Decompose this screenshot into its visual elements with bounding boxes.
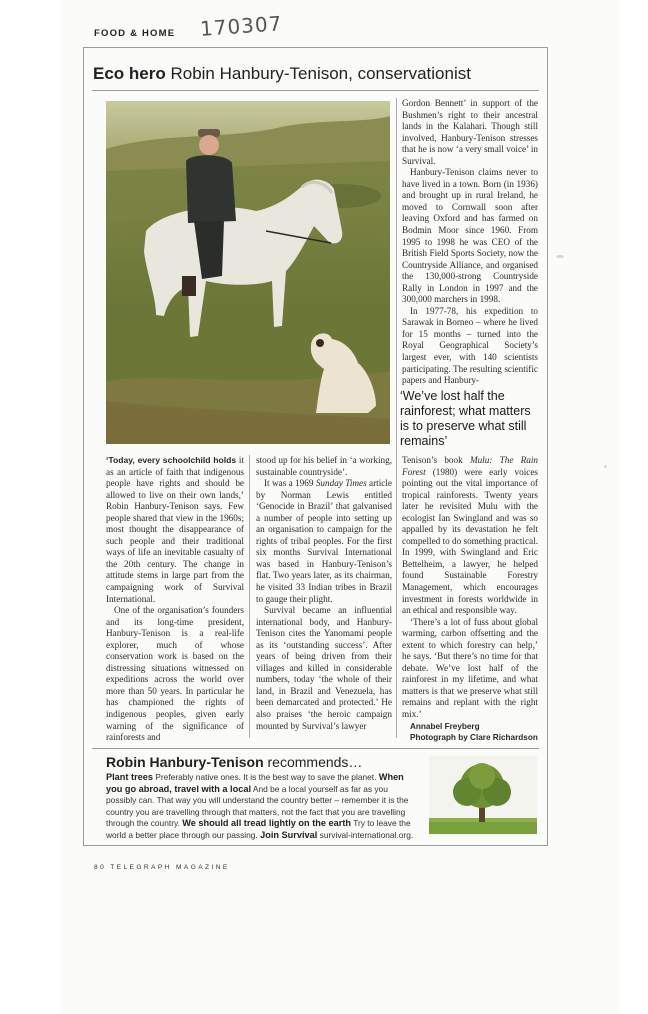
scan-mark <box>604 465 607 468</box>
paragraph-text: article by Norman Lewis entitled ‘Genocide in Brazil’ that galvanised a number of people into setting up an organisation to campaign for the rights of tribal peoples. For the first six months Survival International was based in Hanbury-Tenison’s flat. Two years later, as its chairman, he visited 33 Indian tribes in Brazil to gauge their plight. <box>256 478 392 604</box>
headline-rest: Robin Hanbury-Tenison, conservationist <box>165 64 471 83</box>
column-divider <box>249 455 250 738</box>
tip-text: Preferably native ones. It is the best way to save the planet. <box>152 772 379 782</box>
tip-text: And be a local yourself as far as you possibly can. That way you will understand the country better – remember it is the country you are travelling through that matters, not the fact that you are travelling through the country. <box>106 783 409 828</box>
recommends-title <box>106 754 362 770</box>
headline-bold: Eco hero <box>93 64 166 83</box>
paragraph-text: (1980) were early voices pointing out the vital importance of tropical rainforests. Twenty years later he revisited Mulu with the ecologist Ian Swingland and was so appalled by its devastation he felt compelled to do something practical. In 1999, with Swingland and Eric Bettelheim, a lawyer, he helped found Sustainable Forestry Management, which encourages investment in forests worldwide in an ethical and responsible way. <box>402 466 538 616</box>
tip-heading: Join Survival <box>260 829 318 840</box>
recommends-name: Robin Hanbury-Tenison <box>106 754 264 770</box>
paragraph: ‘There’s a lot of fuss about global warming, carbon offsetting and the extent to which forestry can help,’ he says. ‘But there’s no time for that debate. We’ve lost half of the rainforest in my lifetime, and what matters is that we preserve what still remains and replant with the right mix.’ <box>402 616 538 720</box>
page-footer: 80 TELEGRAPH MAGAZINE <box>94 864 230 871</box>
pull-quote: ‘We’ve lost half the rainforest; what matters is to preserve what still remains’ <box>400 389 531 448</box>
headline-divider <box>92 90 539 91</box>
paragraph <box>402 455 538 617</box>
book-title: Mulu: The Rain Forest <box>402 455 538 477</box>
recommends-divider <box>92 748 539 749</box>
tree-illustration <box>429 756 537 834</box>
publication-title: Sunday Times <box>315 478 367 489</box>
photo-credit: Photograph by Clare Richardson <box>410 732 538 742</box>
paragraph: stood up for his belief in ‘a working, sustainable countryside’. <box>256 455 392 477</box>
article-column-1 <box>106 455 244 744</box>
tip-heading: When you go abroad, travel with a local <box>106 772 404 794</box>
byline: Annabel Freyberg <box>410 721 480 731</box>
photo-horse-rider-dog <box>106 101 390 444</box>
section-label: FOOD & HOME <box>94 28 176 39</box>
tree-photo <box>429 756 537 834</box>
paragraph: In 1977-78, his expedition to Sarawak in Borneo – where he lived for 15 months – turned into the Royal Geographical Society’s largest ever, with 140 scientists participating. The resulting scientific papers and Hanbury- <box>402 305 538 386</box>
paragraph: Gordon Bennett’ in support of the Bushmen’s right to their ancestral lands in the Kalahari. Though still involved, Hanbury-Tenison stresses that he is now ‘a very small voice’ in Survival. <box>402 98 538 166</box>
headline <box>93 64 471 84</box>
tip-heading: Plant trees <box>106 772 153 782</box>
article-photo <box>106 101 390 444</box>
recommends-body <box>106 772 418 841</box>
tip-heading: We should all tread lightly on the earth <box>182 818 352 828</box>
recommends-suffix: recommends… <box>263 754 363 770</box>
column-divider <box>396 98 397 738</box>
article-column-3-top <box>402 98 538 387</box>
paragraph-text: It was a 1969 <box>264 478 316 489</box>
paragraph <box>106 455 244 605</box>
tip-text: Try to leave the world a better place through our passing. <box>106 818 411 840</box>
tip-text: survival-international.org. <box>317 829 414 840</box>
paragraph: Hanbury-Tenison claims never to have lived in a town. Born (in 1936) and brought up in rural Ireland, he moved to Cornwall soon after leaving Oxford and has farmed on Bodmin Moor since 1960. From 1995 to 1998 he was CEO of the British Field Sports Society, now the Countryside Alliance, and organised the 130,000-strong Countryside Rally in London in 1997 and the 300,000 marchers in 1998. <box>402 167 538 305</box>
paragraph: Survival became an influential international body, and Hanbury-Tenison cites the Yanomami people as its ‘outstanding success’. After years of being driven from their villages and killed in considerable numbers, today ‘the whole of their land, in Brazil and Venezuela, has been demarcated and protected.’ He also praises ‘the heroic campaign mounted by Survival’s lawyer <box>256 605 392 731</box>
paragraph: One of the organisation’s founders and its long-time president, Hanbury-Tenison is a real-life explorer, much of whose conservation work is based on the distressing situations witnessed on expeditions across the world over more than 50 years. In particular he has championed the rights of indigenous peoples, given early warning of the significance of rainforests and <box>106 605 244 743</box>
article-column-3-bottom <box>402 455 538 743</box>
paragraph-text: Tenison’s book <box>402 455 470 465</box>
handwritten-annotation: 170307 <box>199 11 284 41</box>
paragraph <box>256 478 392 605</box>
paragraph-text: it as an article of faith that indigenous people have rights and should be allowed to live on their own lands,’ Robin Hanbury-Tenison says. Few people shared that view in the 1960s; most thought the disappearance of such people and their traditional ways of life an inevitable casualty of the 20th century. The change in attitude stems in large part from the campaigning work of Survival International. <box>106 455 244 604</box>
article-column-2 <box>256 455 392 732</box>
lead-in: ‘Today, every schoolchild holds <box>106 455 237 465</box>
scan-mark <box>556 255 564 258</box>
